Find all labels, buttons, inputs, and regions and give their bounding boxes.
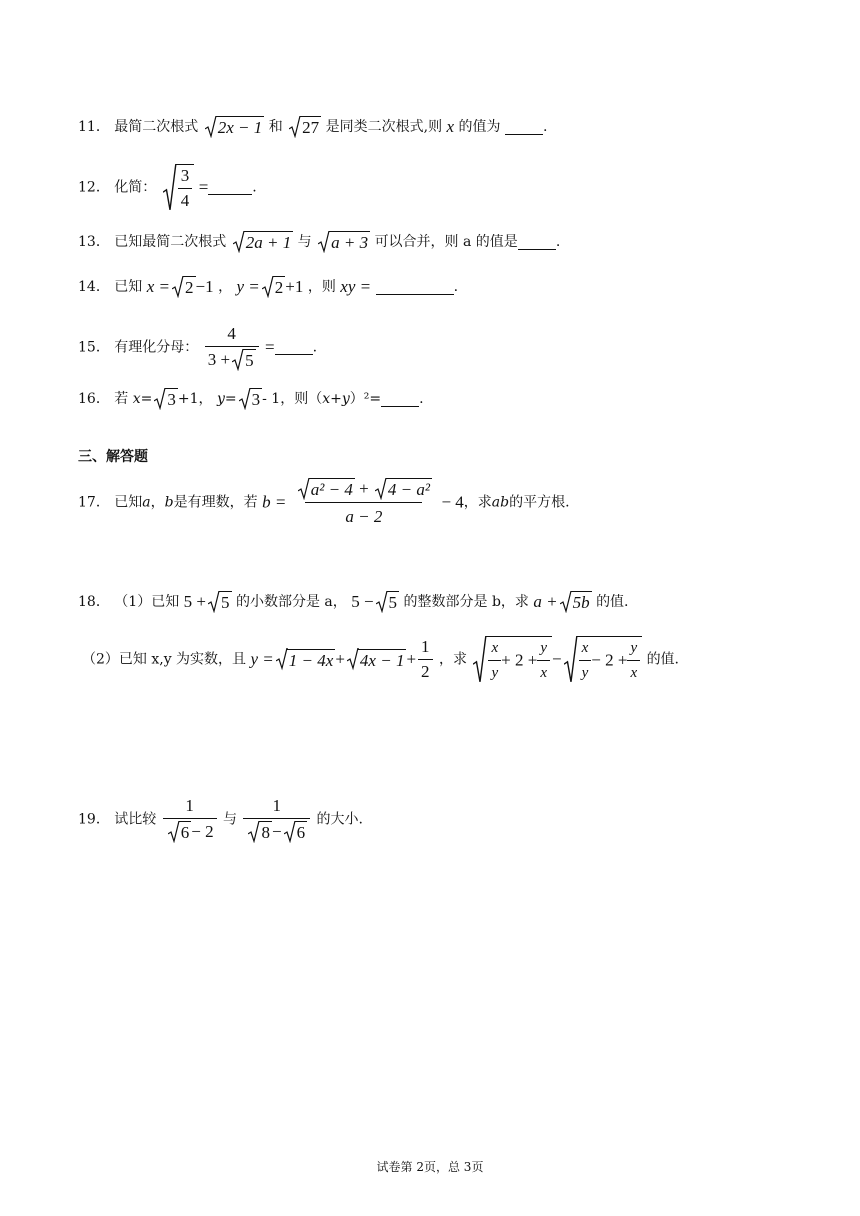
- answer-blank: [376, 280, 454, 295]
- sqrt-expression: 2: [262, 276, 286, 298]
- sqrt-expression: 4x − 1: [347, 648, 407, 670]
- fraction: a² − 4 + 4 − a² a − 2: [293, 478, 435, 527]
- sqrt-expression: a + 3: [318, 231, 370, 253]
- sqrt-expression: 2: [172, 276, 196, 298]
- question-19: 19． 试比较 $\frac{1}{6 - 2}$ 与 1 8 − 6 的大小.: [78, 796, 363, 843]
- question-number: 14．: [78, 279, 110, 296]
- question-number: 11．: [78, 119, 110, 136]
- answer-blank: [381, 392, 419, 407]
- question-number: 19．: [78, 811, 110, 828]
- question-14: 14． 已知 x = 2 −1 ， y = 2 +1 ，则 xy = .: [78, 277, 459, 298]
- question-11: 11． 最简二次根式 2x − 1 和 27 是同类二次根式,则 x 的值为 .: [78, 117, 548, 138]
- fraction: 1 8 − 6: [243, 796, 310, 843]
- fraction: $\frac{1}{6 - 2}$: [163, 796, 217, 843]
- answer-blank: [208, 180, 252, 195]
- fraction: $\frac{1}{2}$: [418, 637, 433, 682]
- sqrt-fraction: $\frac{3}{4}$: [163, 164, 195, 211]
- sqrt-expression: 5: [208, 591, 232, 613]
- answer-blank: [518, 235, 556, 250]
- sqrt-expression: 3: [239, 388, 263, 410]
- fraction: 4 3 + 5: [205, 324, 259, 371]
- sqrt-expression: 27: [289, 116, 321, 138]
- sqrt-expression: $\frac{x}{y}$ + 2 + $\frac{y}{x}$: [473, 636, 552, 683]
- question-number: 17．: [78, 494, 110, 511]
- sqrt-expression: 1 − 4x: [276, 648, 336, 670]
- question-13: 13． 已知最简二次根式 2a + 1 与 a + 3 可以合并，则 a 的值是 .: [78, 231, 560, 253]
- question-number: 13．: [78, 234, 110, 251]
- question-16: 16． 若 x= 3 +1， y= 3 - 1，则（x+y）²= .: [78, 388, 424, 410]
- sqrt-expression: 2x − 1: [205, 116, 265, 138]
- sqrt-expression: 3: [154, 388, 178, 410]
- answer-blank: [275, 340, 313, 355]
- question-12: 12． 化简： $\frac{3}{4}$ = .: [78, 166, 257, 210]
- sqrt-expression: 5b: [560, 591, 592, 613]
- question-text: 最简二次根式: [114, 119, 199, 136]
- question-18-part-2: （2）已知 x,y 为实数，且 y = 1 − 4x + 4x − 1 + $\frac{1}{2}$ ，求 $\frac{x}{y}$ + 2 + $\frac{y}{x}$ − $\frac{x}{y}$ − 2 + $\frac{y}{x}$ 的值.: [82, 637, 680, 681]
- question-number: 18．: [78, 594, 110, 611]
- question-17: 17． 已知a，b是有理数，若 b = a² − 4 + 4 − a² a − 2 − 4，求ab的平方根.: [78, 479, 570, 527]
- page-footer: 试卷第 2页，总 3页: [376, 1160, 484, 1174]
- sqrt-expression: 2a + 1: [233, 231, 293, 253]
- sqrt-expression: 5: [376, 591, 400, 613]
- section-heading: 三、解答题: [78, 449, 148, 465]
- question-number: 12．: [78, 179, 110, 196]
- answer-blank: [505, 120, 543, 135]
- sqrt-expression: $\frac{x}{y}$ − 2 + $\frac{y}{x}$: [564, 636, 643, 683]
- question-15: 15． 有理化分母： 4 3 + 5 = .: [78, 324, 318, 371]
- question-number: 15．: [78, 339, 110, 356]
- question-18: 18． （1）已知 5 + 5 的小数部分是 a， 5 − 5 的整数部分是 b，求 a + 5b 的值.: [78, 592, 629, 613]
- question-number: 16．: [78, 391, 110, 408]
